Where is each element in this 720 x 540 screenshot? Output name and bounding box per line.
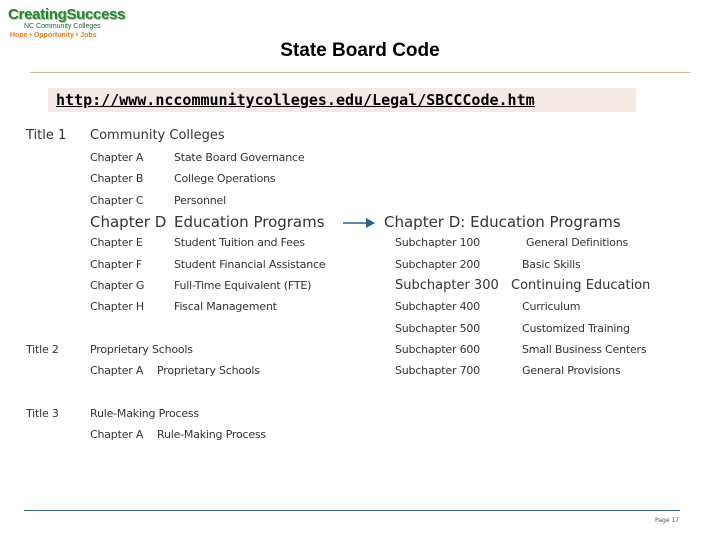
subchapter-200-name: Basic Skills xyxy=(522,258,581,271)
title1-name: Community Colleges xyxy=(90,128,225,143)
logo-tagline: Hope • Opportunity • Jobs xyxy=(10,32,97,39)
chapter-h-label: Chapter H xyxy=(90,300,144,313)
chapter-e-label: Chapter E xyxy=(90,236,143,249)
logo-sub-text: NC Community Colleges xyxy=(24,23,101,30)
bottom-divider xyxy=(24,510,680,511)
page-number: Page 17 xyxy=(655,517,680,524)
subchapter-600-num: Subchapter 600 xyxy=(395,343,480,356)
title2-chapter-name: Proprietary Schools xyxy=(157,364,260,377)
chapter-h-name: Fiscal Management xyxy=(174,300,277,313)
title3-name: Rule-Making Process xyxy=(90,407,199,420)
logo-main-text: CreatingSuccess xyxy=(8,6,126,23)
top-divider xyxy=(30,72,690,73)
title3-label: Title 3 xyxy=(26,407,59,420)
subchapter-500-num: Subchapter 500 xyxy=(395,322,480,335)
chapter-g-label: Chapter G xyxy=(90,279,145,292)
title3-chapter-name: Rule-Making Process xyxy=(157,428,266,441)
chapter-f-name: Student Financial Assistance xyxy=(174,258,326,271)
subchapter-100-name: General Definitions xyxy=(526,236,629,249)
chapter-g-name: Full-Time Equivalent (FTE) xyxy=(174,279,312,292)
chapter-d-name: Education Programs xyxy=(174,213,325,231)
page-title: State Board Code xyxy=(280,40,440,61)
subchapter-700-num: Subchapter 700 xyxy=(395,364,480,377)
chapter-c-label: Chapter C xyxy=(90,194,144,207)
subchapter-700-name: General Provisions xyxy=(522,364,621,377)
sbcc-code-link[interactable]: http://www.nccommunitycolleges.edu/Legal/SBCCCode.htm xyxy=(56,91,535,109)
subchapter-500-name: Customized Training xyxy=(522,322,630,335)
subchapter-400-num: Subchapter 400 xyxy=(395,300,480,313)
chapter-a-name: State Board Governance xyxy=(174,151,305,164)
subchapter-300-name: Continuing Education xyxy=(511,278,651,293)
title2-label: Title 2 xyxy=(26,343,59,356)
logo xyxy=(8,6,126,40)
subchapter-400-name: Curriculum xyxy=(522,300,581,313)
chapter-d-label: Chapter D xyxy=(90,213,167,231)
chapter-a-label: Chapter A xyxy=(90,151,144,164)
title1-label: Title 1 xyxy=(26,128,67,143)
chapter-c-name: Personnel xyxy=(174,194,226,207)
title3-chapter-label: Chapter A xyxy=(90,428,144,441)
arrow-right-icon xyxy=(342,215,376,231)
subchapter-200-num: Subchapter 200 xyxy=(395,258,480,271)
title2-name: Proprietary Schools xyxy=(90,343,193,356)
chapter-e-name: Student Tuition and Fees xyxy=(174,236,305,249)
subchapter-600-name: Small Business Centers xyxy=(522,343,647,356)
chapter-d-detail-heading: Chapter D: Education Programs xyxy=(384,213,621,231)
chapter-f-label: Chapter F xyxy=(90,258,143,271)
title2-chapter-label: Chapter A xyxy=(90,364,144,377)
chapter-b-label: Chapter B xyxy=(90,172,144,185)
subchapter-300-num: Subchapter 300 xyxy=(395,278,499,293)
chapter-b-name: College Operations xyxy=(174,172,276,185)
subchapter-100-num: Subchapter 100 xyxy=(395,236,480,249)
